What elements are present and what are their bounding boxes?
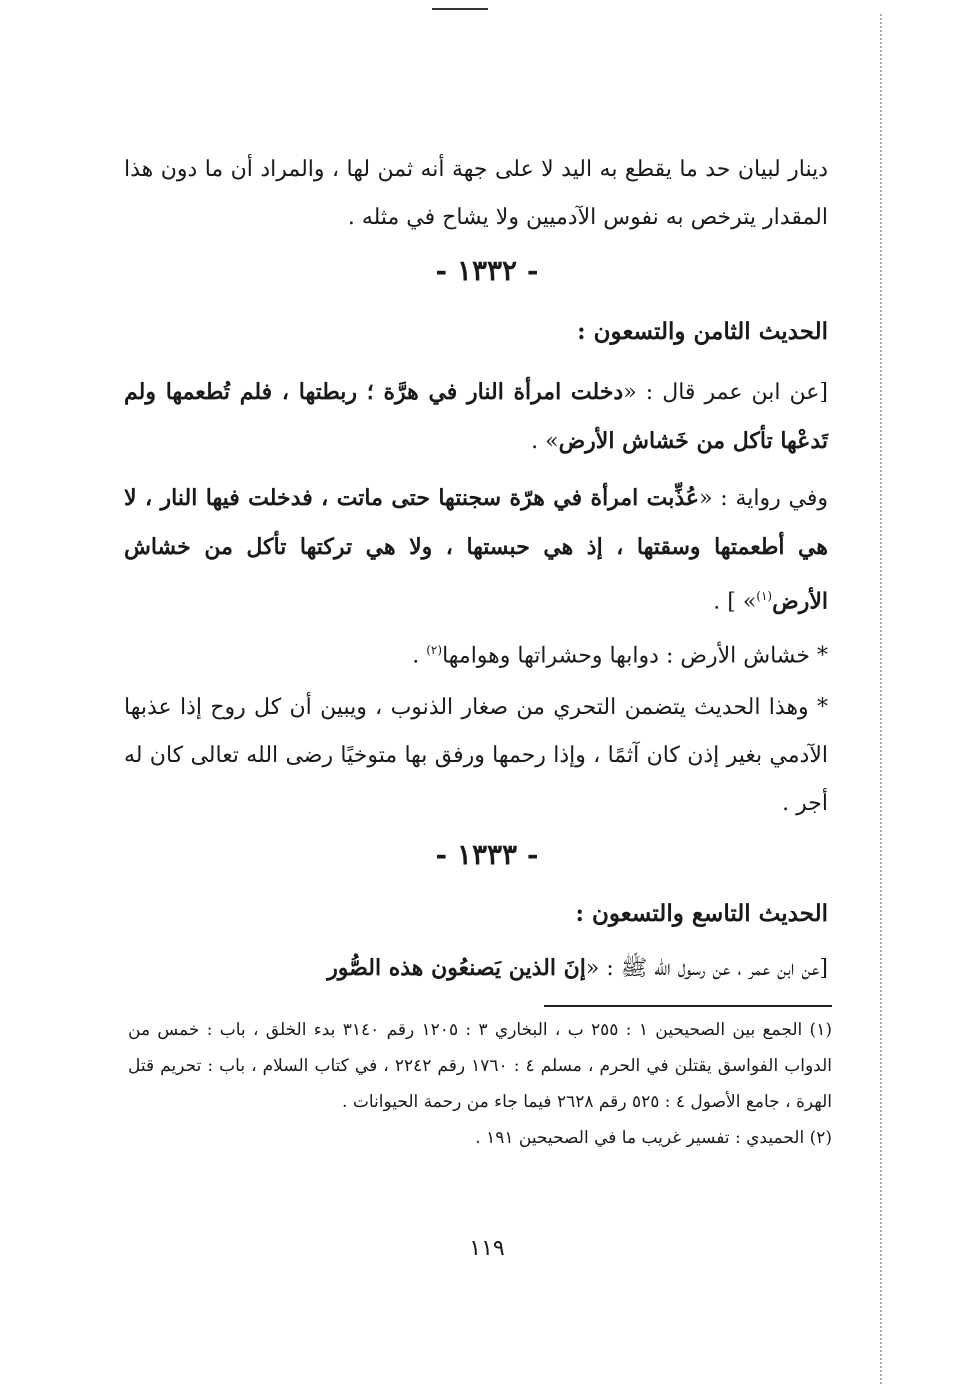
footnote-ref-2: (٢) (426, 643, 443, 657)
footnote-ref-1: (١) (756, 589, 773, 603)
hadith-title-98: الحديث الثامن والتسعون : (577, 318, 828, 345)
footnote-separator (544, 1005, 832, 1007)
footnote-2: (٢) الحميدي : تفسير غريب ما في الصحيحين ١٩١ . (475, 1128, 832, 1148)
hadith-number-1333: - ١٣٣٣ - (435, 838, 539, 871)
hadith-text-1332: [عن ابن عمر قال : «دخلت امرأة النار في هرَّة ؛ ربطتها ، فلم تُطعمها ولم تَدعْها تأكل من خَشاش الأرض» . (124, 379, 829, 454)
riwaya-text-1332: وفي رواية : «عُذِّبت امرأة في هرّة سجنتها حتى ماتت ، فدخلت فيها النار ، لا هي أطعمتها وسقتها ، إذ هي حبستها ، ولا هي تركتها تأكل من خشاش الأرض$^{(١)}$» ] . (124, 485, 829, 615)
top-rule (432, 8, 488, 10)
hadith-text-1333: [عن ابن عمر ، عن رسول الله ﷺ : «إنَ الذين يَصنعُون هذه الصُّور (327, 955, 828, 981)
note-commentary: * وهذا الحديث يتضمن التحري من صغار الذنوب ، ويبين أن كل روح إذا عذبها الآدمي بغير إذن كان آثمًا ، وإذا رحمها ورفق بها متوخيًا رضى الله تعالى كان له أجر . (124, 695, 828, 816)
page-edge-dots (880, 14, 882, 1384)
page-number: ١١٩ (469, 1236, 505, 1261)
hadith-number-1332: - ١٣٣٢ - (435, 254, 539, 287)
paragraph-intro (124, 146, 828, 242)
hadith-title-99: الحديث التاسع والتسعون : (575, 900, 828, 927)
footnote-1: (١) الجمع بين الصحيحين ١ : ٢٥٥ ب ، البخاري ٣ : ١٢٠٥ رقم ٣١٤٠ بدء الخلق ، باب : خمس من الدواب الفواسق يقتلن في الحرم ، مسلم ٤ : ١٧٦٠ رقم ٢٢٤٢ ، في كتاب السلام ، باب : تحريم قتل الهرة ، جامع الأصول ٤ : ٥٢٥ رقم ٢٦٢٨ فيما جاء من رحمة الحيوانات . (128, 1020, 833, 1112)
footnotes (128, 1012, 832, 1156)
note-khashash: * خشاش الأرض : دوابها وحشراتها وهوامها$^{(٢)}$ . (412, 643, 828, 669)
paragraph-intro-text: دينار لبيان حد ما يقطع به اليد لا على جهة أنه ثمن لها ، والمراد أن ما دون هذا المقدار يترخص به نفوس الآدميين ولا يشاح في مثله . (124, 157, 828, 230)
